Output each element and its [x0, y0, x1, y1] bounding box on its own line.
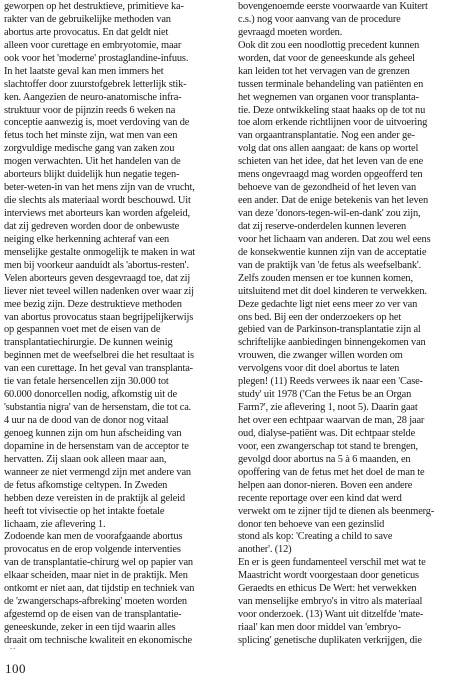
- text-line: tussen terminale behandeling van patiënten en: [238, 78, 424, 90]
- text-line: [4, 648, 234, 649]
- text-line: genoeg kunnen zijn om hun afscheiding van: [4, 427, 182, 439]
- text-line: Ook dit zou een noodlottig precedent kunnen: [238, 39, 420, 51]
- text-line: oud, dialyse-patiënt was. Dit echtpaar stelde: [238, 427, 416, 439]
- text-line: gevolgd door abortus na 5 à 6 maanden, en: [238, 453, 411, 465]
- page-number: 100: [5, 661, 26, 676]
- text-line: Zelfs zouden mensen er toe kunnen komen,: [238, 272, 413, 284]
- text-line: struktuur voor de pijnzin reeds 6 weken na: [4, 104, 176, 116]
- text-line: kan leiden tot het vervagen van de grenzen: [238, 65, 410, 77]
- text-line: In het laatste geval kan men immers het: [4, 65, 164, 77]
- text-line: volg dat ons allen aangaat: de kans op wortel: [238, 143, 419, 155]
- text-line: interviews met aborteurs kan worden afgeleid,: [4, 208, 190, 219]
- text-line: verwekt om te zijner tijd te dienen als beenmerg-: [238, 505, 435, 517]
- text-line: Velen aborteurs geven desgevraagd toe, dat zij: [4, 272, 191, 284]
- text-line: alleen voor curettage en embryotomie, maar: [4, 39, 182, 51]
- text-line: liever niet teveel willen nadenken over waar zij: [4, 285, 194, 297]
- text-line: transplantatiechirurgie. De kunnen weinig: [4, 337, 173, 349]
- text-line: geworpen op het destruktieve, primitieve ka-: [4, 1, 184, 12]
- text-line: die slechts als materiaal wordt beschouwd. Uit: [4, 195, 191, 207]
- text-line: van abortus provocatus staan begrijpelijkerwijs: [4, 311, 194, 323]
- text-line: conceptie aanwezig is, moet verdoving van de: [4, 117, 190, 129]
- text-line: de fetus afkomstige celtypen. In Zweden: [4, 479, 168, 491]
- text-line: 60.000 donorcellen nodig, afkomstig uit de: [4, 389, 177, 401]
- text-line: Farm?', zie aflevering 1, noot 5). Daarin gaat: [238, 402, 418, 414]
- text-line: voor het lichaam van anderen. Dat zou wel eens: [238, 233, 431, 245]
- text-line: plegen! (11) Reeds verwees ik naar een 'Case-: [238, 376, 423, 388]
- text-line: splicing' genetische duplikaten verkrijgen, die: [238, 634, 422, 646]
- text-line: de 'zwangerschaps-afbreking' moeten worden: [4, 596, 187, 608]
- text-line: En er is geen fundamenteel verschil met wat te: [238, 557, 426, 569]
- text-line: study' uit 1978 ('Can the Fetus be an Organ: [238, 389, 412, 401]
- text-line: draait om technische kwaliteit en ekonomische: [4, 634, 193, 646]
- text-line: van deze 'donors-tegen-wil-en-dank' zou zijn,: [238, 208, 421, 219]
- text-line: dat zij reserve-onderdelen kunnen leveren: [238, 220, 407, 232]
- text-line: gebied van de Parkinson-transplantatie zijn al: [238, 324, 421, 336]
- text-line: fetus toch het minste zijn, wat men van een: [4, 130, 178, 142]
- text-line: tie. Deze ontwikkeling staat haaks op de tot nu: [238, 104, 426, 116]
- text-line: schieten van het idee, dat het leven van de ene: [238, 156, 424, 168]
- text-line: elkaar scheiden, maar niet in de praktijk. Men: [4, 570, 188, 582]
- text-line: rakter van de gebruikelijke methoden van: [4, 13, 171, 25]
- text-line: Geraedts en ethicus De Wert: het verwekken: [238, 583, 417, 595]
- right-text-column: [238, 1, 468, 649]
- text-line: slachtoffer door zuurstofgebrek letterlijk stik-: [4, 78, 187, 90]
- text-line: opoffering van de fetus met het doel de man te: [238, 466, 425, 478]
- text-line: provocatus en de erop volgende interventies: [4, 544, 181, 556]
- text-line: 'substantia nigra' van de hersenstam, die tot ca.: [4, 402, 192, 414]
- text-line: zorgvuldige medische gang van zaken zou: [4, 143, 175, 155]
- text-line: de konsekwentie kunnen zijn van de acceptatie: [238, 246, 427, 258]
- text-line: mens ongevraagd mag worden opgeofferd ten: [238, 169, 423, 181]
- text-line: lichaam, zie aflevering 1.: [4, 518, 106, 530]
- text-line: abortus arte provocatus. En dat geldt niet: [4, 26, 169, 38]
- text-line: c.s.) nog voor aanvang van de procedure: [238, 13, 401, 25]
- text-line: neiging elke herkenning achteraf van een: [4, 233, 170, 245]
- text-line: vervolgens voor dit doel abortus te laten: [238, 363, 400, 375]
- text-line: het wegnemen van organen voor transplanta-: [238, 91, 419, 103]
- text-line: menselijke gestalte onmogelijk te maken in wat: [4, 246, 196, 258]
- text-line: another'. (12): [238, 544, 292, 556]
- text-line: dopamine in de hersenstam van de acceptor te: [4, 440, 189, 452]
- text-line: mee bezig zijn. Deze destruktieve methoden: [4, 298, 182, 310]
- text-line: gevraagd moeten worden.: [238, 26, 343, 38]
- text-line: van de transplantatie-chirurg wel op papier van: [4, 557, 193, 569]
- text-line: riaal' kan men door middel van 'embryo-: [238, 622, 401, 633]
- text-line: van een curettage. In het geval van transplanta-: [4, 363, 193, 375]
- text-line: wanneer ze niet vermengd zijn met andere van: [4, 466, 191, 478]
- text-line: van de praktijk van 'de fetus als weefselbank'.: [238, 259, 422, 271]
- text-line: afgestemd op de eisen van de transplantatie-: [4, 609, 182, 621]
- text-line: men bij voorkeur aanduidt als 'abortus-resten'.: [4, 259, 189, 271]
- text-line: dat zij gedreven worden door de onbewuste: [4, 220, 180, 232]
- text-line: recente reportage over een kind dat werd: [238, 492, 402, 504]
- text-line: beter-weten-in van het mens zijn van de vrucht,: [4, 182, 195, 194]
- text-line: op gespannen voet met de eisen van de: [4, 324, 161, 336]
- text-line: uitsluitend met dit doel kinderen te verwekken.: [238, 285, 427, 297]
- text-line: een ander. Dat de enige betekenis van het leven: [238, 195, 428, 207]
- text-line: vrouwen, die zwanger willen worden om: [238, 350, 403, 362]
- text-line: donor ten behoeve van een gezinslid: [238, 518, 385, 530]
- text-line: van orgaantransplantatie. Nog een ander ge-: [238, 130, 415, 142]
- text-line: stond als kop: 'Creating a child to save: [238, 531, 393, 543]
- text-line: schriftelijke aanbiedingen binnengekomen van: [238, 337, 426, 349]
- left-text-column: [4, 1, 234, 649]
- text-line: van menselijke embryo's in vitro als materiaal: [238, 596, 423, 608]
- text-line: mogen verwachten. Uit het handelen van de: [4, 156, 181, 168]
- text-line: voor onderzoek. (13) Want uit ditzelfde 'mate-: [238, 609, 424, 621]
- text-line: heeft tot vivisectie op het intakte foetale: [4, 505, 165, 517]
- text-line: Zodoende kan men de voorafgaande abortus: [4, 531, 183, 543]
- text-line: Maastricht wordt voorgestaan door geneticus: [238, 570, 419, 582]
- text-line: geneeskunde, zeker in een tijd waarin alles: [4, 622, 176, 633]
- text-line: voor, een zwangerschap tot stand te brengen,: [238, 440, 418, 452]
- text-line: beginnen met de weefselbrei die het resultaat is: [4, 350, 194, 362]
- text-line: het over een echtpaar waarvan de man, 28 jaar: [238, 415, 425, 426]
- text-line: helpen aan donor-nieren. Boven een andere: [238, 479, 413, 491]
- text-line: hervatten. Zij slaan ook alleen maar aan,: [4, 453, 167, 465]
- text-line: ons bed. Bij een der onderzoekers op het: [238, 311, 402, 323]
- text-line: ontkomt er niet aan, dat tijdstip en techniek van: [4, 583, 195, 595]
- text-line: 4 uur na de dood van de donor nog vitaal: [4, 415, 169, 426]
- text-line: ook voor het 'moderne' prostaglandine-infuus.: [4, 52, 189, 64]
- text-line: aborteurs blijkt duidelijk hun negatie tegen-: [4, 169, 180, 181]
- text-line: worden, dat voor de geneeskunde als geheel: [238, 52, 415, 64]
- text-line: tie van fetale hersencellen zijn 30.000 tot: [4, 376, 169, 388]
- text-line: behoeve van de gezondheid of het leven van: [238, 182, 417, 194]
- text-line: toe alom erkende richtlijnen voor de uitvoering: [238, 117, 428, 129]
- text-line: [238, 648, 468, 649]
- text-line: ken. Aangezien de neuro-anatomische infra-: [4, 91, 182, 103]
- text-line: Deze gedachte ligt niet eens meer zo ver van: [238, 298, 418, 310]
- text-line: bovengenoemde eerste voorwaarde van Kuitert: [238, 1, 428, 12]
- text-line: hebben deze vereisten in de praktijk al geleid: [4, 492, 185, 504]
